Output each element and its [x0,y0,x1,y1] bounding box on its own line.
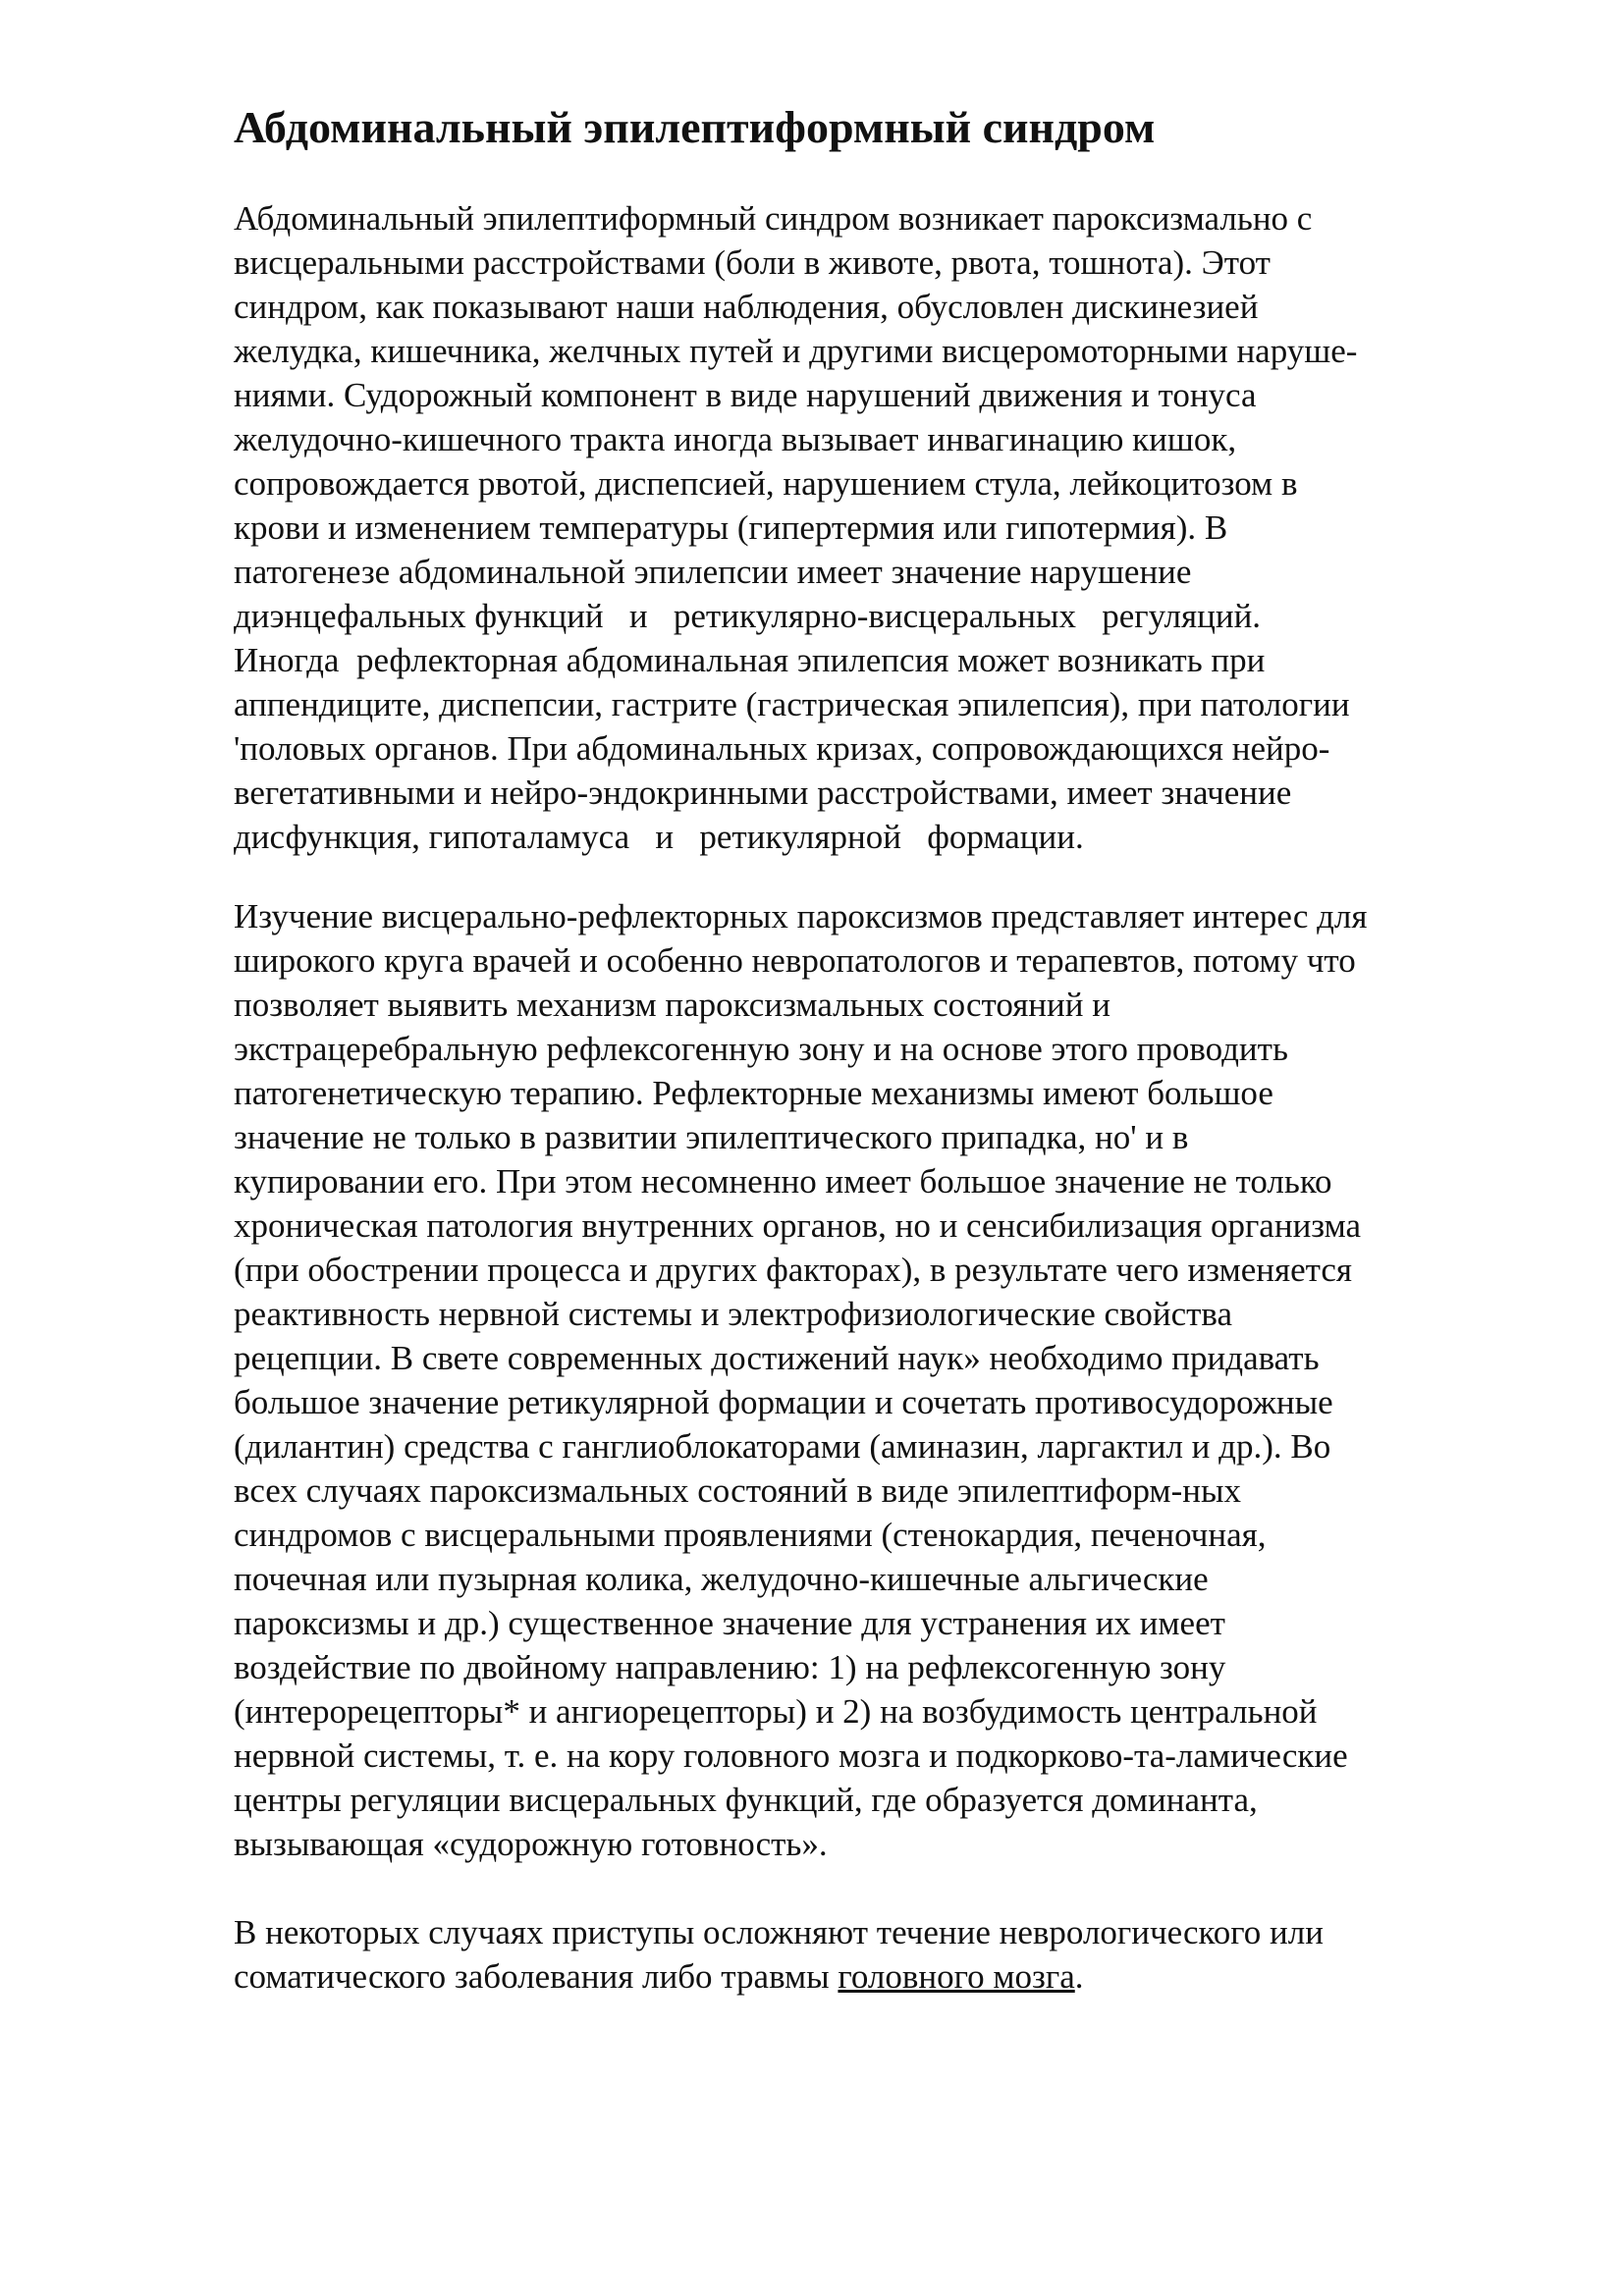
paragraph-1 [234,196,1357,859]
text-line: желудка, кишечника, желчных путей и другими висцеромоторными наруше- [234,332,1358,370]
text-line: вызывающая «судорожную готовность». [234,1825,828,1863]
text-line: нервной системы, т. е. на кору головного мозга и подкорково-та-ламические [234,1736,1348,1775]
text-line: 'половых органов. При абдоминальных кризах, сопровождающихся нейро- [234,729,1330,768]
page-title: Абдоминальный эпилептиформный синдром [234,102,1156,152]
text-line: синдром, как показывают наши наблюдения, обусловлен дискинезией [234,288,1259,326]
text-line: крови и изменением температуры (гипертермия или гипотермия). В [234,508,1228,547]
text-line: вегетативными и нейро-эндокринными расстройствами, имеет значение [234,774,1292,812]
text-line: диэнцефальных функций и ретикулярно-висцеральных регуляций. [234,597,1262,635]
text-segment: соматического заболевания либо травмы [234,1957,839,1996]
text-line: реактивность нервной системы и электрофизиологические свойства [234,1295,1233,1333]
text-line: аппендиците, диспепсии, гастрите (гастрическая эпилепсия), при патологии [234,685,1350,723]
paragraph-3 [234,1910,1324,1999]
text-line: желудочно-кишечного тракта иногда вызывает инвагинацию кишок, [234,420,1237,458]
text-line: пароксизмы и др.) существенное значение для устранения их имеет [234,1604,1225,1642]
text-line: (при обострении процесса и других факторах), в результате чего изменяется [234,1251,1353,1289]
text-line: патогенетическую терапию. Рефлекторные механизмы имеют большое [234,1074,1273,1112]
brain-link[interactable]: головного мозга [838,1957,1075,1996]
text-line: почечная или пузырная колика, желудочно-кишечные альгические [234,1560,1209,1598]
text-line: патогенезе абдоминальной эпилепсии имеет значение нарушение [234,553,1192,591]
text-line: сопровождается рвотой, диспепсией, нарушением стула, лейкоцитозом в [234,464,1298,503]
paragraph-2 [234,894,1368,1866]
text-line: ниями. Судорожный компонент в виде нарушений движения и тонуса [234,376,1257,414]
text-line: рецепции. В свете современных достижений наук» необходимо придавать [234,1339,1320,1377]
text-line: воздействие по двойному направлению: 1) на рефлексогенную зону [234,1648,1226,1686]
text-line: В некоторых случаях приступы осложняют течение неврологического или [234,1913,1324,1951]
text-line: Изучение висцерально-рефлекторных пароксизмов представляет интерес для [234,897,1368,935]
text-line: центры регуляции висцеральных функций, где образуется доминанта, [234,1781,1258,1819]
text-line: хроническая патология внутренних органов, но и сенсибилизация организма [234,1206,1362,1245]
text-line: широкого круга врачей и особенно невропатологов и терапевтов, потому что [234,941,1356,980]
text-line: значение не только в развитии эпилептического припадка, но' и в [234,1118,1189,1156]
text-line [234,1954,1324,1999]
text-line: дисфункция, гипоталамуса и ретикулярной формации. [234,818,1084,856]
text-line: висцеральными расстройствами (боли в животе, рвота, тошнота). Этот [234,243,1271,282]
text-line: Абдоминальный эпилептиформный синдром возникает пароксизмально с [234,199,1313,238]
text-line: экстрацеребральную рефлексогенную зону и на основе этого проводить [234,1030,1288,1068]
text-line: всех случаях пароксизмальных состояний в виде эпилептиформ-ных [234,1471,1241,1510]
text-line: купировании его. При этом несомненно имеет большое значение не только [234,1162,1332,1201]
text-line: синдромов с висцеральными проявлениями (стенокардия, печеночная, [234,1516,1267,1554]
text-line: Иногда рефлекторная абдоминальная эпилепсия может возникать при [234,641,1266,679]
text-line: позволяет выявить механизм пароксизмальных состояний и [234,986,1110,1024]
text-segment: . [1074,1957,1084,1996]
text-line: (интерорецепторы* и ангиорецепторы) и 2) на возбудимость центральной [234,1692,1318,1731]
text-line: большое значение ретикулярной формации и сочетать противосудорожные [234,1383,1333,1421]
text-line: (дилантин) средства с ганглиоблокаторами (аминазин, ларгактил и др.). Во [234,1427,1331,1466]
